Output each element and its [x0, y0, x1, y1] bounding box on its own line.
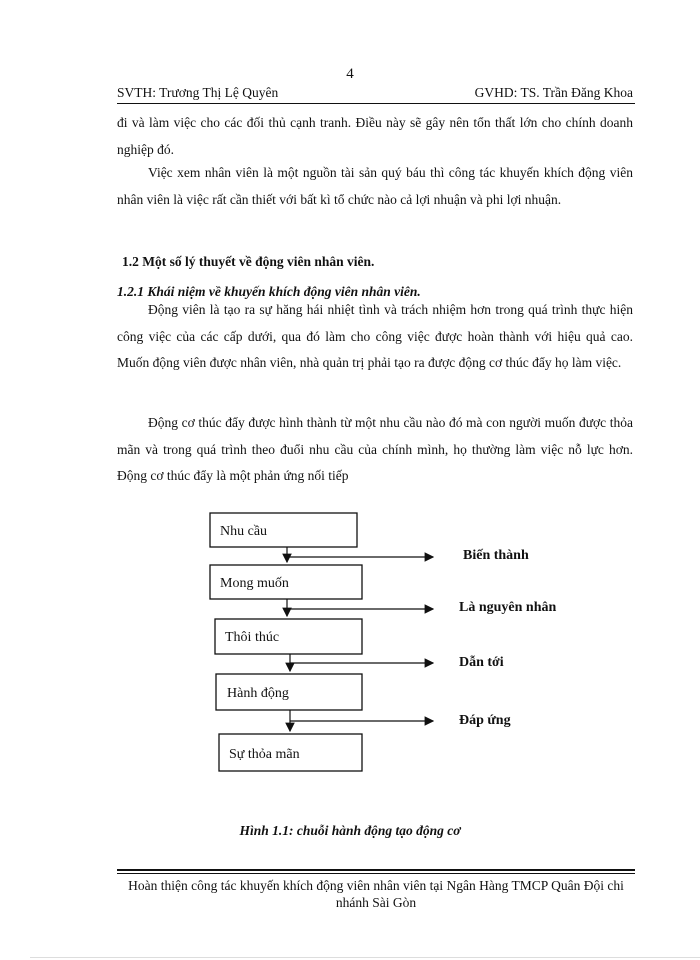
header-student: SVTH: Trương Thị Lệ Quyên	[117, 85, 279, 100]
diagram-box-label-4: Hành động	[227, 686, 289, 701]
diagram-arrow-label-4: Đáp ứng	[459, 713, 511, 728]
paragraph-1: đi và làm việc cho các đối thủ cạnh tranh. Điều này sẽ gây nên tổn thất lớn cho chính doanh nghiệp đó.	[117, 115, 633, 157]
header-advisor: GVHD: TS. Trần Đăng Khoa	[474, 85, 633, 100]
paragraph-4: Động cơ thúc đẩy được hình thành từ một nhu cầu nào đó mà con người muốn được thỏa mãn và trong quá trình theo đuổi nhu cầu của chính mình, họ thường làm việc nỗ lực hơn. Động cơ thúc đẩy là một phản ứng nối tiếp	[117, 415, 633, 483]
paragraph-2: Việc xem nhân viên là một nguồn tài sản quý báu thì công tác khuyến khích động viên nhân viên là việc rất cần thiết với bất kì tổ chức nào cả lợi nhuận và phi lợi nhuận.	[117, 165, 633, 207]
footer-text: Hoàn thiện công tác khuyến khích động viên nhân viên tại Ngân Hàng TMCP Quân Đội chi nhánh Sài Gòn	[128, 878, 624, 910]
figure-caption: Hình 1.1: chuỗi hành động tạo động cơ	[239, 823, 461, 838]
diagram-box-label-1: Nhu cầu	[220, 524, 268, 539]
diagram-arrow-label-1: Biến thành	[463, 548, 529, 563]
diagram-box-label-3: Thôi thúc	[225, 630, 280, 645]
footer-rule-thin	[117, 873, 635, 874]
subsection-heading: 1.2.1 Khái niệm về khuyến khích động viên nhân viên.	[117, 284, 421, 299]
section-heading: 1.2 Một số lý thuyết về động viên nhân viên.	[122, 254, 375, 269]
footer-rule-thick	[117, 869, 635, 871]
diagram-arrow-label-3: Dẫn tới	[459, 655, 504, 670]
page-number: 4	[346, 66, 354, 82]
diagram-box-label-5: Sự thỏa mãn	[229, 747, 300, 762]
paragraph-3: Động viên là tạo ra sự hăng hái nhiệt tình và trách nhiệm hơn trong quá trình thực hiện công việc của các cấp dưới, qua đó làm cho công việc được hoàn thành với hiệu quả cao. Muốn động viên được nhân viên, nhà quản trị phải tạo ra được động cơ thúc đẩy họ làm việc.	[117, 302, 633, 370]
page-edge-line	[30, 957, 700, 958]
diagram-arrow-label-2: Là nguyên nhân	[459, 600, 557, 615]
diagram-box-label-2: Mong muốn	[220, 576, 289, 591]
